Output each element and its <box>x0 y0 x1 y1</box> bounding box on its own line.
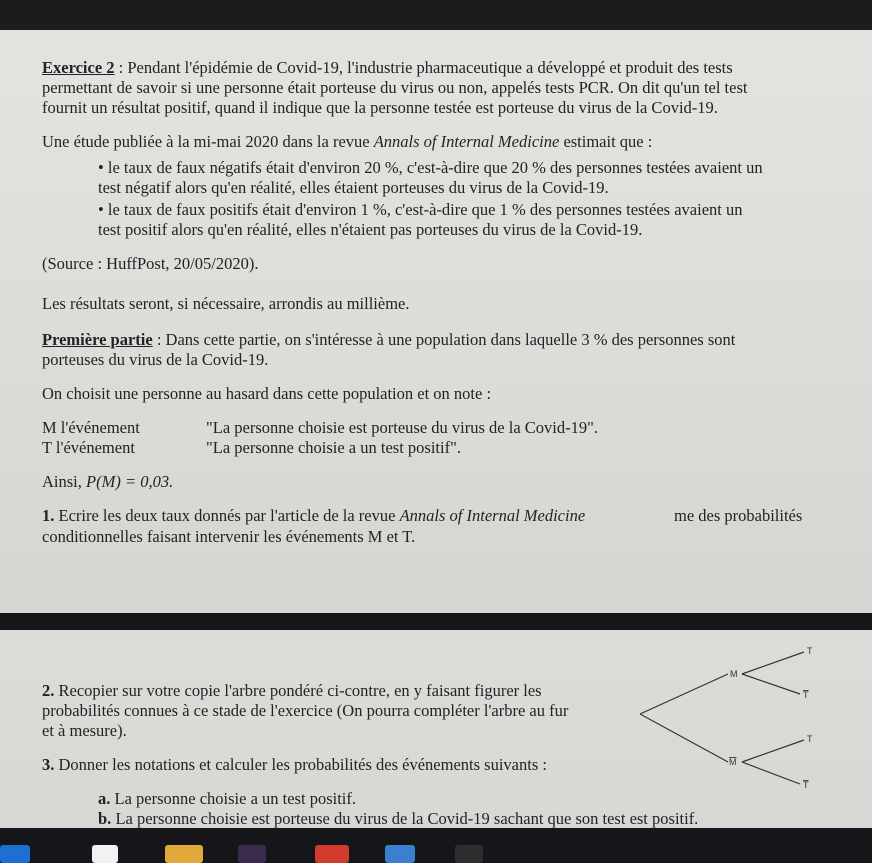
rounding-instruction: Les résultats seront, si nécessaire, arrondis au millième. <box>42 294 410 313</box>
screen-top-bezel <box>0 0 872 30</box>
bullet-false-negatives-line-2: test négatif alors qu'en réalité, elles étaient porteuses du virus de la Covid-19. <box>98 178 609 197</box>
tree-branch-m-t <box>742 652 804 674</box>
study-intro: Une étude publiée à la mi-mai 2020 dans la revue Annals of Internal Medicine estimait que : <box>42 132 653 151</box>
question-2-line-1: 2. Recopier sur votre copie l'arbre pondéré ci-contre, en y faisant figurer les <box>42 681 542 700</box>
tree-branch-mbar-t <box>742 740 804 762</box>
tree-node-t-2: T <box>807 734 813 744</box>
question-3-text: 3. Donner les notations et calculer les probabilités des événements suivants : <box>42 755 547 774</box>
part1-title: Première partie <box>42 330 153 349</box>
exercise-intro-line-3: fournit un résultat positif, quand il indique que la personne testée est porteuse du virus de la Covid-19. <box>42 98 718 117</box>
os-taskbar <box>0 828 872 863</box>
tree-branch-m-t-bar <box>742 674 800 694</box>
apps-icon[interactable] <box>238 845 266 863</box>
document-page-1 <box>0 30 872 613</box>
probability-tree <box>640 640 840 800</box>
bullet-false-positives-line-1: • le taux de faux positifs était d'environ 1 %, c'est-à-dire que 1 % des personnes testées avaient un <box>98 200 743 219</box>
bullet-false-negatives-line-1: • le taux de faux négatifs était d'environ 20 %, c'est-à-dire que 20 % des personnes testées avaient un <box>98 158 763 177</box>
question-3a: a. La personne choisie a un test positif. <box>98 789 356 808</box>
start-icon[interactable] <box>0 845 30 863</box>
event-t-label: T l'événement <box>42 438 135 457</box>
bullet-false-positives-line-2: test positif alors qu'en réalité, elles n'étaient pas porteuses du virus de la Covid-19. <box>98 220 643 239</box>
event-m-label: M l'événement <box>42 418 140 437</box>
question-2-number: 2. <box>42 681 55 700</box>
question-3-number: 3. <box>42 755 55 774</box>
search-icon[interactable] <box>92 845 118 863</box>
question-1-number: 1. <box>42 506 55 525</box>
exercise-intro-line-1: Exercice 2 : Pendant l'épidémie de Covid-19, l'industrie pharmaceutique a développé et produit des tests <box>42 58 733 77</box>
tree-branch-mbar-t-bar <box>742 762 800 784</box>
folder-icon[interactable] <box>165 845 203 863</box>
source-citation: (Source : HuffPost, 20/05/2020). <box>42 254 259 273</box>
question-1-line-2: conditionnelles faisant intervenir les événements M et T. <box>42 527 416 546</box>
tree-node-m-bar: M <box>729 757 737 767</box>
event-m-text: "La personne choisie est porteuse du virus de la Covid-19". <box>206 418 598 437</box>
mail-icon[interactable] <box>385 845 415 863</box>
journal-name: Annals of Internal Medicine <box>373 132 560 151</box>
tree-node-t-bar-1: T <box>803 690 809 700</box>
probability-expression: P(M) = 0,03. <box>86 472 174 491</box>
random-choice-text: On choisit une personne au hasard dans cette population et on note : <box>42 384 492 403</box>
tree-node-t-1: T <box>807 646 813 656</box>
part1-intro-line-2: porteuses du virus de la Covid-19. <box>42 350 269 369</box>
tree-node-m: M <box>730 669 738 679</box>
part1-intro-line-1: Première partie : Dans cette partie, on s'intéresse à une population dans laquelle 3 % des personnes sont <box>42 330 736 349</box>
probability-m: Ainsi, P(M) = 0,03. <box>42 472 174 491</box>
question-2-line-3: et à mesure). <box>42 721 127 740</box>
event-t-text: "La personne choisie a un test positif". <box>206 438 461 457</box>
question-1-line-1: 1. Ecrire les deux taux donnés par l'article de la revue Annals of Internal Medicine <box>42 506 586 525</box>
question-1-line-1-end: me des probabilités <box>674 506 803 525</box>
browser-icon[interactable] <box>315 845 349 863</box>
tree-node-t-bar-2: T <box>803 780 809 790</box>
app-icon[interactable] <box>455 845 483 863</box>
exercise-title: Exercice 2 <box>42 58 115 77</box>
exercise-intro-line-2: permettant de savoir si une personne était porteuse du virus ou non, appelés tests PCR. On dit qu'un tel test <box>42 78 748 97</box>
question-3b: b. La personne choisie est porteuse du virus de la Covid-19 sachant que son test est positif. <box>98 809 699 828</box>
question-2-line-2: probabilités connues à ce stade de l'exercice (On pourra compléter l'arbre au fur <box>42 701 569 720</box>
tree-branch-m-bar <box>640 714 728 762</box>
page-divider <box>0 613 872 630</box>
tree-branch-m <box>640 674 728 714</box>
